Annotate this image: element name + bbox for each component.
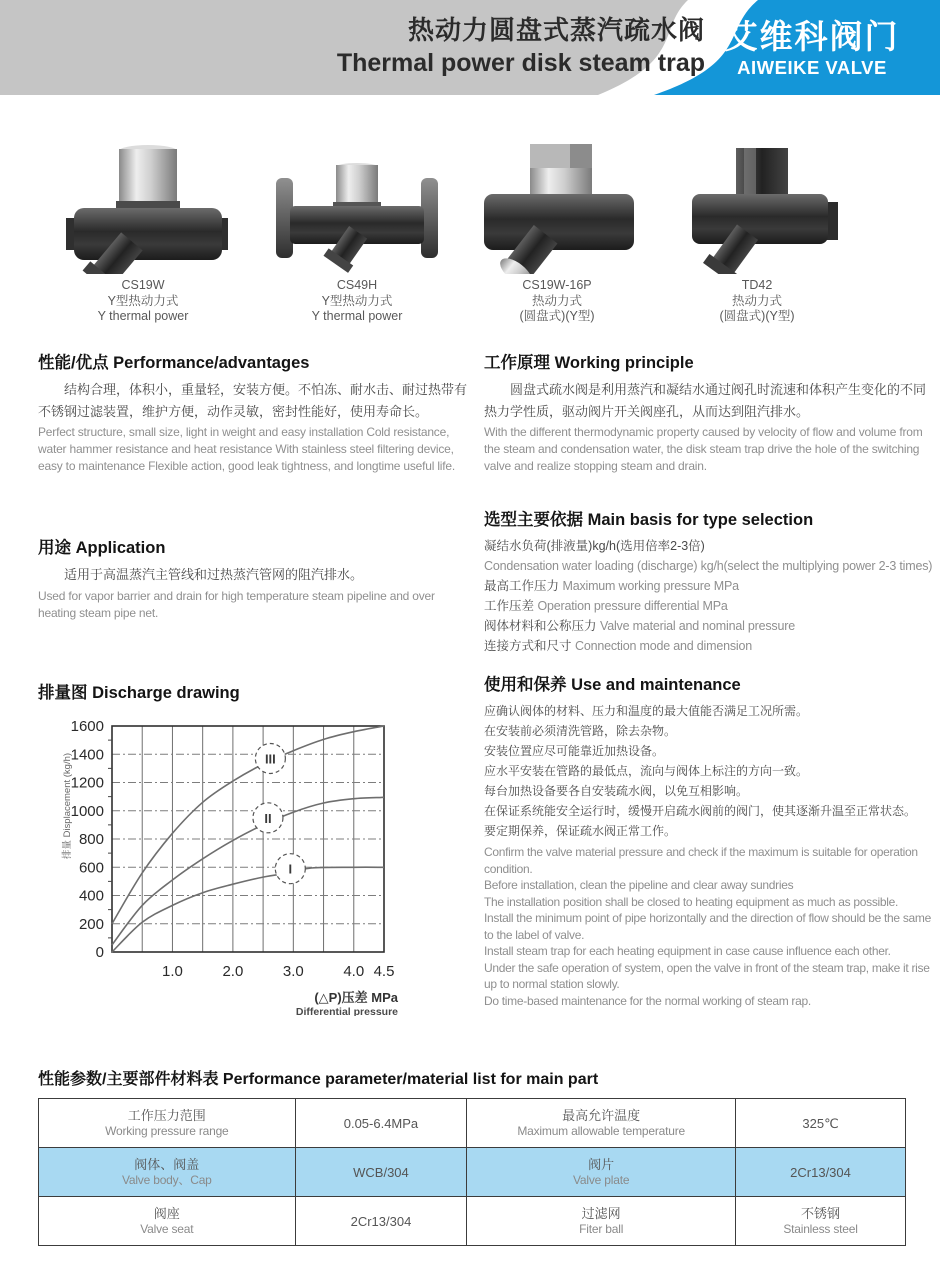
product-type-en: (圆盘式)(Y型) [719,309,795,323]
performance-text-en: Perfect structure, small size, light in weight and easy installation Cold resistance, water hammer resistance and heat resistance With stainless steel filtering device, easy to maintenance Flexible action, good leak tightness, and longtime useful life. [38,425,455,473]
maintenance-line-zh: 在保证系统能安全运行时，缓慢开启疏水阀前的阀门，使其逐渐升温至正常状态。 [484,804,917,818]
table-cell: 最高允许温度 Maximum allowable temperature [467,1099,736,1148]
product-cs19w-16p [462,136,652,325]
x-tick-label: 4.5 [373,962,395,980]
left-column [38,352,470,1021]
table-cell: 0.05-6.4MPa [295,1099,467,1148]
y-axis-label: 排量 Displacement (kg/h) [62,752,73,859]
product-cs19w [48,136,238,325]
y-tick-label: 1400 [70,745,104,763]
section-title: 排量图 Discharge drawing [38,683,240,702]
curve-I [112,867,384,952]
maintenance-line-en: The installation position shall be closed to heating equipment as much as possible. [484,894,899,909]
brand-logo [712,18,912,80]
y-tick-label: 0 [95,943,104,961]
product-model: CS19W [121,278,165,292]
maintenance-line-zh: 应确认阀体的材料、压力和温度的最大值能否满足工况所需。 [484,704,809,718]
discharge-chart [56,716,456,1016]
curve-label: III [264,750,276,766]
product-caption [262,278,452,325]
table-cell: 2Cr13/304 [295,1197,467,1246]
section-working-principle [484,352,934,475]
x-axis-label-zh: (△P)压差 MPa [314,989,398,1005]
maintenance-line-en: Under the safe operation of system, open the valve in front of the steam trap, make it rise up to normal station slowly. [484,960,930,991]
y-tick-label: 400 [78,887,104,904]
section-type-selection [484,509,934,656]
table-title: 性能参数/主要部件材料表 Performance parameter/material list for main part [38,1071,599,1088]
x-tick-label: 2.0 [222,962,244,980]
section-discharge-drawing [38,682,470,1021]
product-caption [462,278,652,325]
page-header [0,0,940,95]
table-row [39,1148,906,1197]
product-gallery [0,136,940,336]
maintenance-line-en: Install steam trap for each heating equipment in case cause influence each other. [484,944,891,958]
section-use-maintenance [484,674,934,1009]
curve-III [112,726,384,924]
y-tick-label: 1600 [70,717,104,735]
x-tick-label: 3.0 [282,962,304,980]
selection-item: Condensation water loading (discharge) kg/h(select the multiplying power 2-3 times) [484,559,933,573]
table-cell: 阀座 Valve seat [39,1197,296,1246]
curve-label: II [264,810,272,826]
performance-text-zh: 结构合理，体积小，重量轻，安装方便。不怕冻、耐水击、耐过热带有不锈钢过滤装置，维护方便，动作灵敏，密封性能好，使用寿命长。 [38,382,468,419]
section-title: 用途 Application [38,539,166,557]
page-title [225,13,705,79]
product-image-cs19w [58,136,228,274]
maintenance-line-zh: 要定期保养，保证疏水阀正常工作。 [484,824,677,838]
product-td42 [662,136,852,325]
section-title: 选型主要依据 Main basis for type selection [484,511,814,529]
maintenance-line-zh: 每台加热设备要各自安装疏水阀，以免互相影响。 [484,784,749,798]
product-type-zh: 热动力式 [531,293,582,308]
working-text-en: With the different thermodynamic property caused by velocity of flow and volume from the steam and condensation water, the disk steam trap drive the hole of the switching valve and realize stopping steam and drain. [484,425,923,473]
selection-item: 最高工作压力 Maximum working pressure MPa [484,579,739,593]
section-application [38,537,470,622]
y-tick-label: 200 [78,915,104,933]
selection-item: 凝结水负荷(排液量)kg/h(选用倍率2-3倍) [484,539,705,553]
maintenance-line-en: Before installation, clean the pipeline and clear away sundries [484,878,794,892]
y-tick-label: 1200 [70,774,104,791]
working-text-zh: 圆盘式疏水阀是利用蒸汽和凝结水通过阀孔时流速和体积产生变化的不同热力学性质，驱动阀片开关阀座孔，从而达到阻汽排水。 [484,382,927,419]
table-cell: 阀片 Valve plate [467,1148,736,1197]
section-title: 使用和保养 Use and maintenance [484,676,741,694]
table-cell: 阀体、阀盖 Valve body、Cap [39,1148,296,1197]
materials-table-body [39,1099,906,1246]
table-cell: 325℃ [736,1099,906,1148]
product-type-zh: Y型热动力式 [321,293,393,308]
product-type-en: (圆盘式)(Y型) [519,309,595,323]
brand-name-en: AIWEIKE VALVE [737,57,887,78]
section-title: 工作原理 Working principle [484,354,694,372]
product-cs49h [262,136,452,325]
product-image-cs19w-16p [472,136,642,274]
y-tick-label: 600 [78,858,104,876]
product-image-cs49h [262,136,452,274]
maintenance-line-zh: 在安装前必须清洗管路，除去杂物。 [484,724,677,738]
y-tick-label: 800 [78,830,104,848]
page-title-en: Thermal power disk steam trap [336,49,705,77]
maintenance-line-zh: 应水平安装在管路的最低点，流向与阀体上标注的方向一致。 [484,764,809,778]
page-title-zh: 热动力圆盘式蒸汽疏水阀 [407,15,705,45]
table-cell: 2Cr13/304 [736,1148,906,1197]
product-model: TD42 [741,278,773,292]
table-row [39,1099,906,1148]
discharge-chart-wrap [56,716,470,1021]
materials-table [38,1098,906,1246]
product-caption [48,278,238,325]
product-caption [662,278,852,325]
selection-item: 连接方式和尺寸 Connection mode and dimension [484,639,752,653]
table-cell: 过滤网 Fiter ball [467,1197,736,1246]
maintenance-line-en: Do time-based maintenance for the normal working of steam rap. [484,993,811,1008]
x-tick-label: 1.0 [162,962,183,980]
brand-name-zh: 艾维科阀门 [724,18,900,55]
selection-items [484,536,934,656]
table-row [39,1197,906,1246]
maintenance-line-en: Confirm the valve material pressure and check if the maximum is suitable for operation condition. [484,845,918,876]
application-text-zh: 适用于高温蒸汽主管线和过热蒸汽管网的阻汽排水。 [64,567,364,582]
maintenance-line-zh: 安装位置应尽可能靠近加热设备。 [484,744,665,758]
product-type-zh: 热动力式 [731,293,782,308]
product-model: CS49H [336,278,378,292]
product-type-en: Y thermal power [97,309,189,323]
selection-item: 阀体材料和公称压力 Valve material and nominal pressure [484,619,795,633]
x-axis-label-en: Differential pressure [295,1005,398,1016]
product-image-td42 [672,136,842,274]
product-type-zh: Y型热动力式 [107,293,179,308]
maintenance-en-lines [484,844,934,1009]
y-tick-label: 1000 [70,802,104,820]
table-cell: 不锈钢 Stainless steel [736,1197,906,1246]
product-type-en: Y thermal power [311,309,403,323]
maintenance-line-en: Install the minimum point of pipe horizontally and the direction of flow should be the same to the label of valve. [484,911,931,942]
selection-item: 工作压差 Operation pressure differential MPa [484,599,728,613]
product-model: CS19W-16P [522,278,592,292]
x-tick-label: 4.0 [343,962,365,980]
section-title: 性能/优点 Performance/advantages [38,354,310,372]
section-performance [38,352,470,475]
section-materials-table [38,1066,906,1246]
maintenance-zh-lines [484,701,934,841]
curve-II [112,797,384,945]
table-cell: 工作压力范围 Working pressure range [39,1099,296,1148]
table-cell: WCB/304 [295,1148,467,1197]
curve-label: I [288,861,293,877]
right-column [484,352,934,1009]
application-text-en: Used for vapor barrier and drain for high temperature steam pipeline and over heating steam pipe net. [38,588,435,620]
